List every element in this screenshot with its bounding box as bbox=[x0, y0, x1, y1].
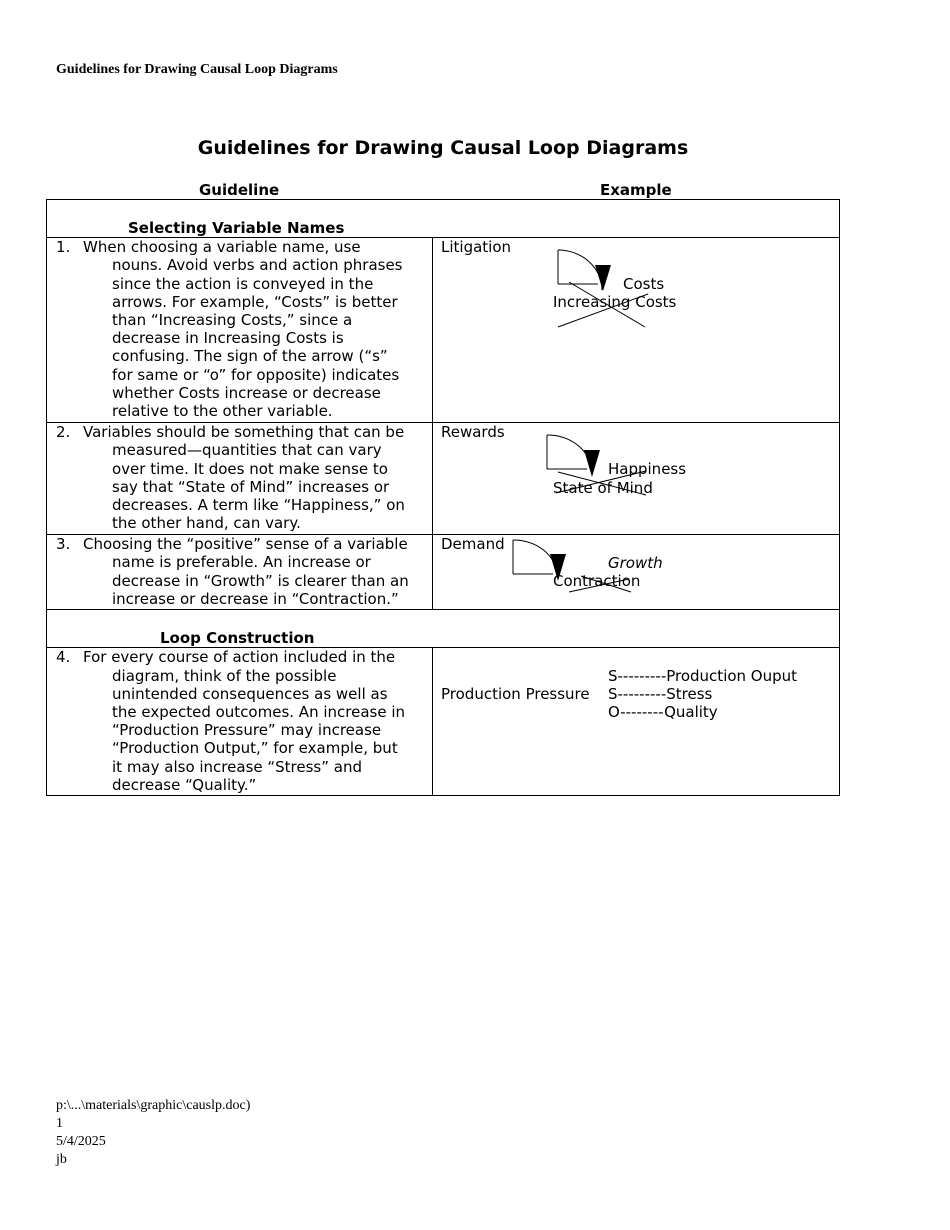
guideline-cell bbox=[47, 535, 433, 610]
guideline-number: 4. bbox=[56, 648, 71, 667]
column-header-guideline: Guideline bbox=[199, 181, 280, 199]
guideline-line: decrease in Increasing Costs is bbox=[112, 329, 344, 348]
example-good-variable: Growth bbox=[608, 554, 663, 573]
section-heading-loop: Loop Construction bbox=[160, 629, 315, 648]
example-bad-variable: Contraction bbox=[553, 572, 641, 591]
example-bad-variable: Increasing Costs bbox=[553, 293, 677, 312]
guideline-line: decrease “Quality.” bbox=[112, 775, 257, 794]
consequence-link: O--------Quality bbox=[608, 703, 718, 722]
guideline-line: decrease in “Growth” is clearer than an bbox=[112, 571, 409, 590]
footer-file-path: p:\...\materials\graphic\causlp.doc) bbox=[56, 1098, 251, 1113]
guidelines-table bbox=[46, 199, 840, 796]
guideline-number: 1. bbox=[56, 238, 71, 257]
guideline-number: 2. bbox=[56, 423, 71, 442]
guideline-line: name is preferable. An increase or bbox=[112, 553, 371, 572]
guideline-cell bbox=[47, 423, 433, 535]
guideline-line: than “Increasing Costs,” since a bbox=[112, 311, 353, 330]
guideline-cell bbox=[47, 648, 433, 796]
example-cell bbox=[433, 535, 840, 610]
footer-initials: jb bbox=[56, 1152, 67, 1167]
page-title: Guidelines for Drawing Causal Loop Diagrams bbox=[197, 137, 689, 159]
guideline-line: since the action is conveyed in the bbox=[112, 274, 374, 293]
section-row-selecting bbox=[47, 200, 840, 238]
example-source-variable: Litigation bbox=[441, 238, 512, 257]
guideline-line: it may also increase “Stress” and bbox=[112, 757, 363, 776]
arrowhead-icon bbox=[595, 265, 611, 291]
table-row bbox=[47, 423, 840, 535]
page-footer bbox=[56, 1097, 250, 1169]
guideline-line: nouns. Avoid verbs and action phrases bbox=[112, 256, 403, 275]
section-row-loop bbox=[47, 610, 840, 648]
example-source-variable: Production Pressure bbox=[441, 685, 590, 704]
guideline-line: Choosing the “positive” sense of a variable bbox=[83, 535, 408, 554]
example-source-variable: Demand bbox=[441, 535, 505, 554]
guideline-line: diagram, think of the possible bbox=[112, 666, 337, 685]
guideline-line: confusing. The sign of the arrow (“s” bbox=[112, 347, 388, 366]
example-bad-variable: State of Mind bbox=[553, 479, 653, 498]
example-cell bbox=[433, 238, 840, 423]
footer-page-number: 1 bbox=[56, 1116, 63, 1131]
column-header-example: Example bbox=[600, 181, 672, 199]
running-header: Guidelines for Drawing Causal Loop Diagrams bbox=[56, 62, 338, 77]
guideline-line: unintended consequences as well as bbox=[112, 684, 388, 703]
guideline-line: the expected outcomes. An increase in bbox=[112, 703, 406, 722]
guideline-line: arrows. For example, “Costs” is better bbox=[112, 292, 398, 311]
guideline-line: whether Costs increase or decrease bbox=[112, 383, 381, 402]
example-source-variable: Rewards bbox=[441, 423, 505, 442]
arrowhead-icon bbox=[584, 450, 600, 477]
guideline-line: “Production Pressure” may increase bbox=[112, 721, 382, 740]
guideline-line: for same or “o” for opposite) indicates bbox=[112, 365, 400, 384]
guideline-line: For every course of action included in the bbox=[83, 648, 396, 667]
table-row bbox=[47, 535, 840, 610]
guideline-line: Variables should be something that can be bbox=[83, 423, 405, 442]
guideline-number: 3. bbox=[56, 535, 71, 554]
guideline-cell bbox=[47, 238, 433, 423]
guideline-line: decreases. A term like “Happiness,” on bbox=[112, 496, 405, 515]
example-cell bbox=[433, 423, 840, 535]
example-good-variable: Happiness bbox=[608, 460, 687, 479]
guideline-line: over time. It does not make sense to bbox=[112, 459, 388, 478]
guideline-line: the other hand, can vary. bbox=[112, 514, 301, 533]
guideline-line: measured—quantities that can vary bbox=[112, 441, 382, 460]
guideline-line: say that “State of Mind” increases or bbox=[112, 477, 390, 496]
section-heading-selecting: Selecting Variable Names bbox=[128, 219, 345, 237]
loop-arc bbox=[513, 540, 557, 576]
table-row bbox=[47, 648, 840, 796]
guideline-line: relative to the other variable. bbox=[112, 402, 333, 421]
example-good-variable: Costs bbox=[623, 275, 665, 294]
table-row bbox=[47, 238, 840, 423]
consequence-link: S---------Production Ouput bbox=[608, 667, 798, 686]
loop-arc bbox=[547, 435, 591, 471]
guideline-line: When choosing a variable name, use bbox=[83, 238, 361, 257]
consequence-link: S---------Stress bbox=[608, 685, 713, 704]
example-cell bbox=[433, 648, 840, 796]
guideline-line: “Production Output,” for example, but bbox=[112, 739, 398, 758]
footer-date: 5/4/2025 bbox=[56, 1134, 106, 1149]
guideline-line: increase or decrease in “Contraction.” bbox=[112, 589, 399, 608]
